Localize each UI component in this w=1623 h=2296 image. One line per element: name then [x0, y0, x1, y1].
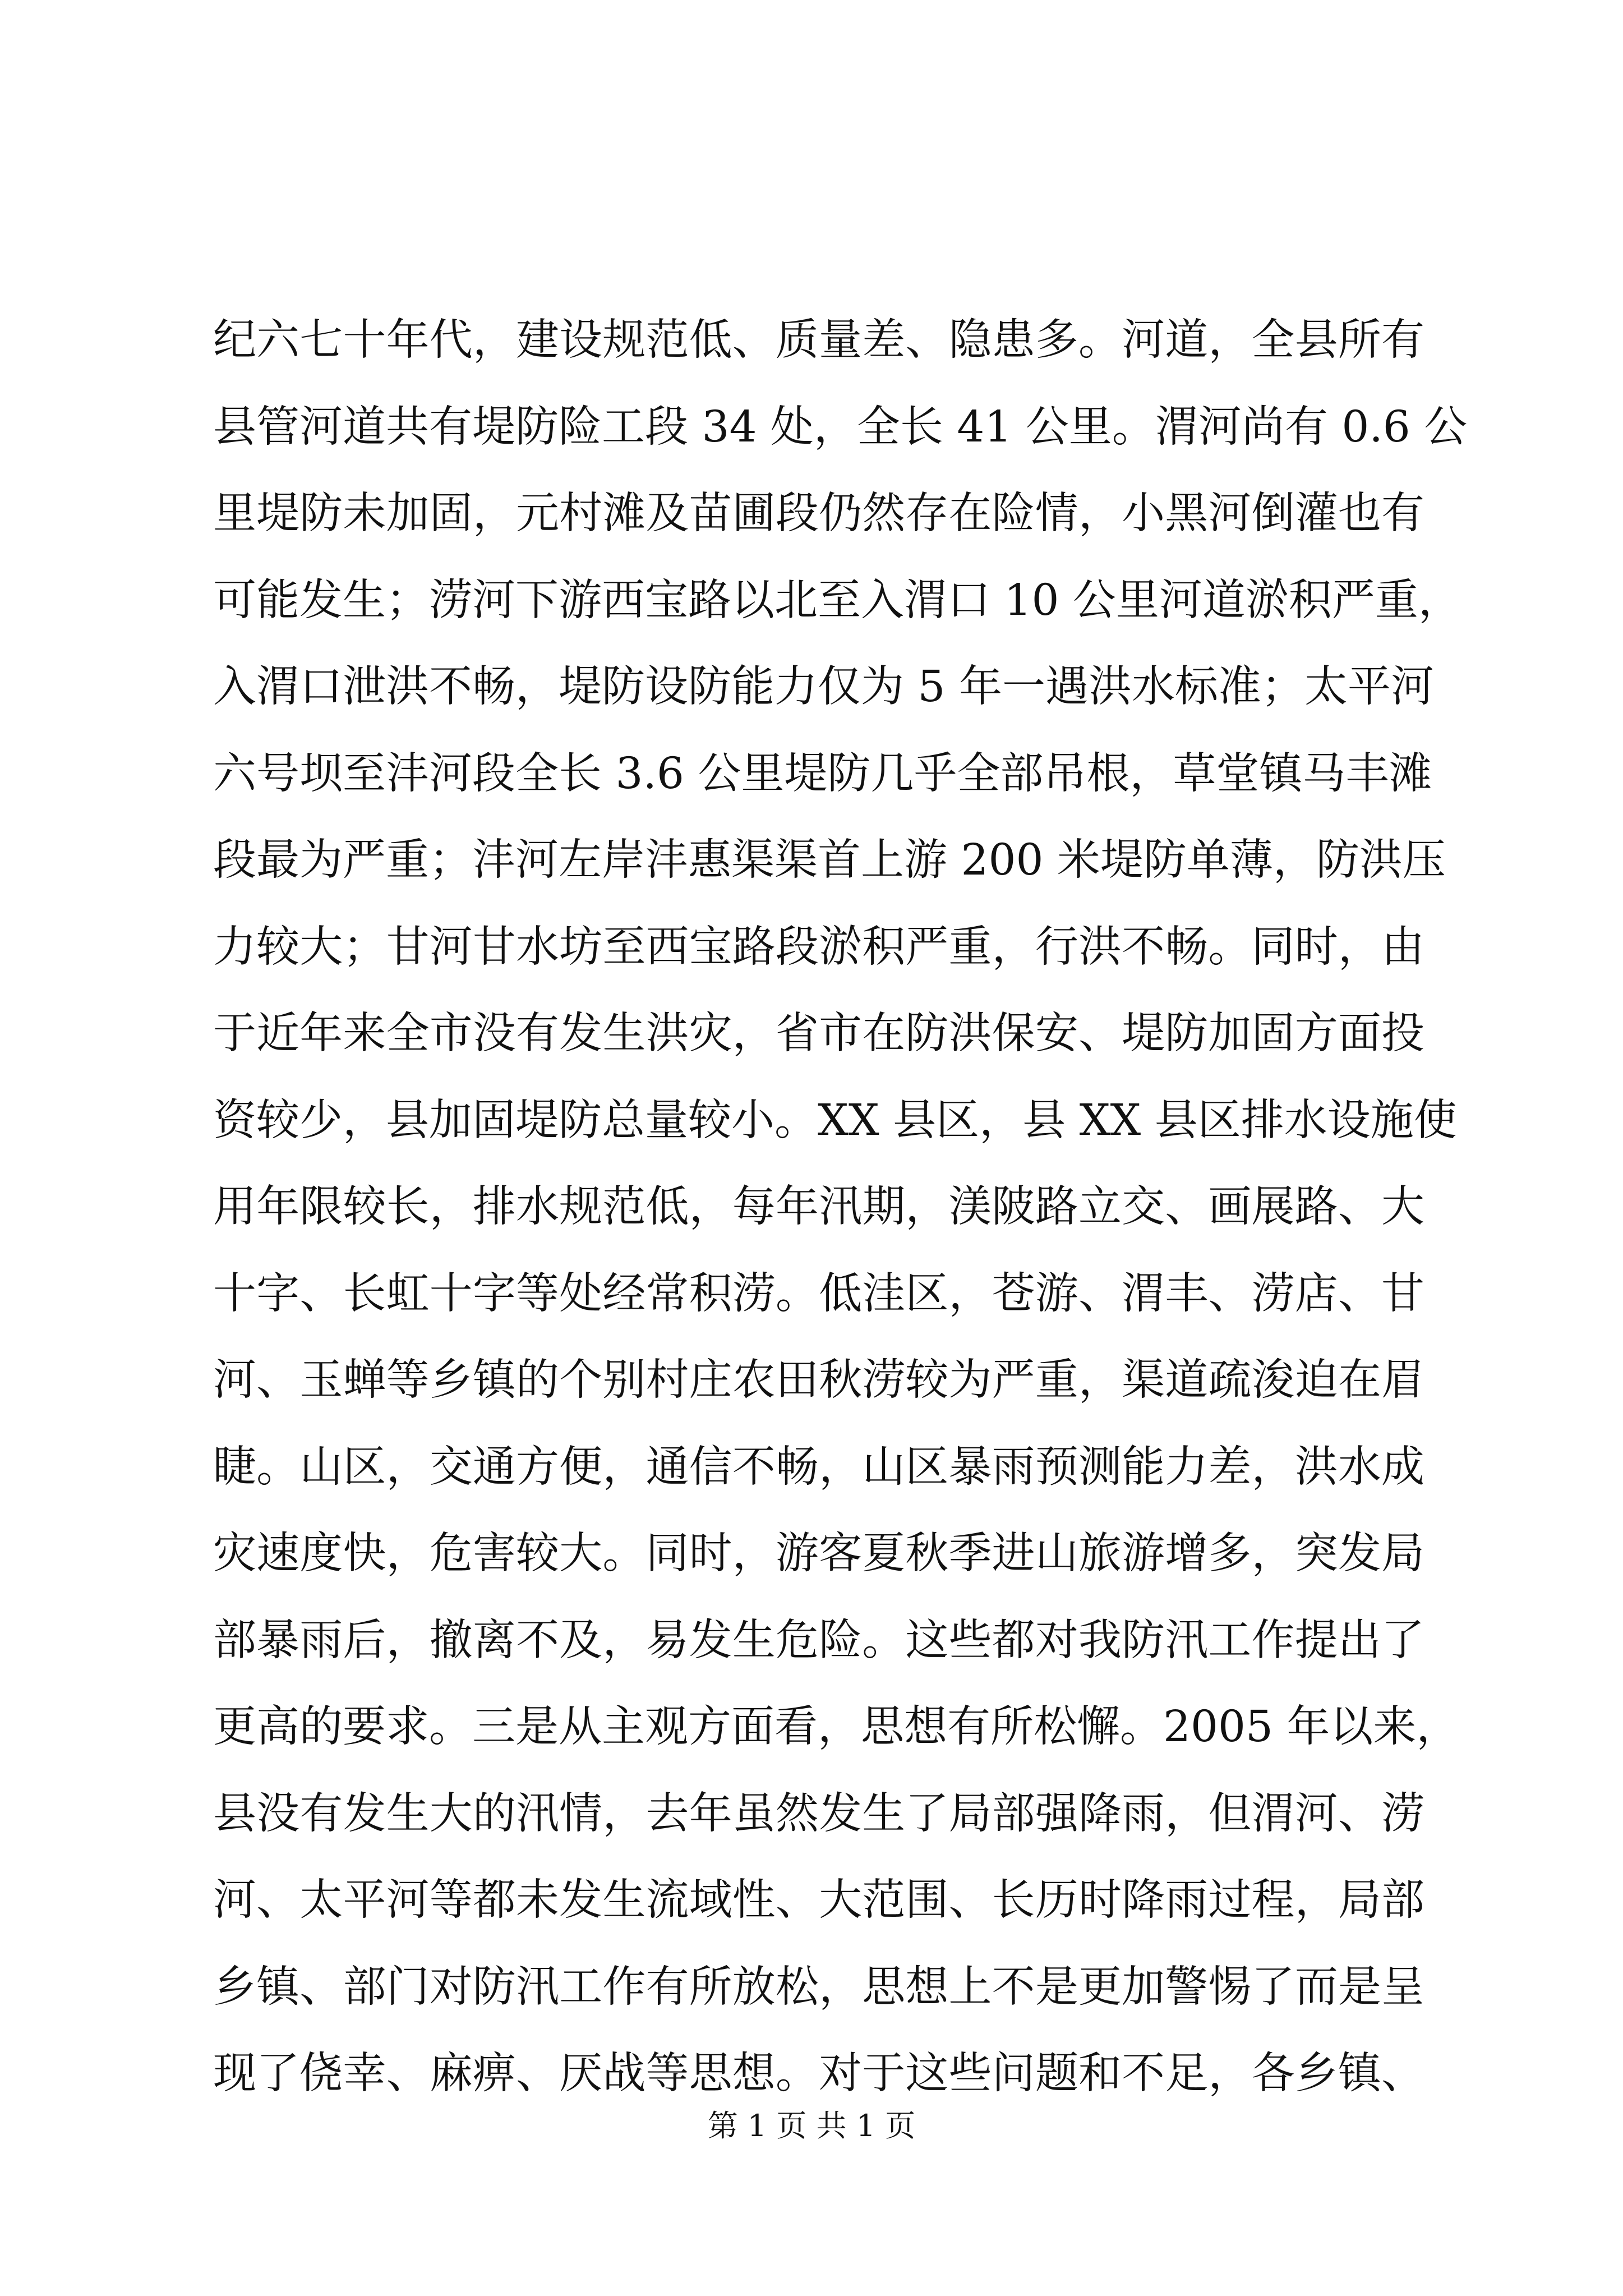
text-line: 里堤防未加固，元村滩及苗圃段仍然存在险情，小黑河倒灌也有: [213, 489, 1424, 539]
text-line: 十字、长虹十字等处经常积涝。低洼区，苍游、渭丰、涝店、甘: [213, 1268, 1424, 1319]
text-line: 用年限较长，排水规范低，每年汛期，渼陂路立交、画展路、大: [213, 1182, 1424, 1232]
text-line: 于近年来全市没有发生洪灾，省市在防洪保安、堤防加固方面投: [213, 1009, 1424, 1059]
text-line: 河、玉蝉等乡镇的个别村庄农田秋涝较为严重，渠道疏浚迫在眉: [213, 1355, 1424, 1405]
text-line: 段最为严重；沣河左岸沣惠渠渠首上游 200 米堤防单薄，防洪压: [213, 835, 1446, 885]
text-line: 县管河道共有堤防险工段 34 处，全长 41 公里。渭河尚有 0.6 公: [213, 402, 1468, 452]
text-line: 更高的要求。三是从主观方面看，思想有所松懈。2005 年以来，: [213, 1702, 1460, 1752]
text-line: 可能发生；涝河下游西宝路以北至入渭口 10 公里河道淤积严重，: [213, 575, 1461, 625]
text-line: 河、太平河等都未发生流域性、大范围、长历时降雨过程，局部: [213, 1875, 1424, 1925]
text-line: 灾速度快，危害较大。同时，游客夏秋季进山旅游增多，突发局: [213, 1529, 1424, 1579]
text-line: 纪六七十年代，建设规范低、质量差、隐患多。河道，全县所有: [213, 315, 1424, 365]
text-line: 资较少，县加固堤防总量较小。XX 县区，县 XX 县区排水设施使: [213, 1095, 1457, 1145]
text-line: 县没有发生大的汛情，去年虽然发生了局部强降雨，但渭河、涝: [213, 1788, 1424, 1839]
body-paragraph: [213, 297, 1468, 2118]
text-line: 力较大；甘河甘水坊至西宝路段淤积严重，行洪不畅。同时，由: [213, 922, 1424, 972]
page-footer: [0, 2106, 1623, 2146]
text-line: 六号坝至沣河段全长 3.6 公里堤防几乎全部吊根，草堂镇马丰滩: [213, 748, 1432, 799]
text-line: 部暴雨后，撤离不及，易发生危险。这些都对我防汛工作提出了: [213, 1615, 1424, 1665]
page-number-label: 第 1 页 共 1 页: [707, 2108, 916, 2143]
text-line: 现了侥幸、麻痹、厌战等思想。对于这些问题和不足，各乡镇、: [213, 2049, 1424, 2099]
text-line: 乡镇、部门对防汛工作有所放松，思想上不是更加警惕了而是呈: [213, 1962, 1424, 2012]
text-line: 睫。山区，交通方便，通信不畅，山区暴雨预测能力差，洪水成: [213, 1442, 1424, 1492]
text-line: 入渭口泄洪不畅，堤防设防能力仅为 5 年一遇洪水标准；太平河: [213, 662, 1434, 712]
